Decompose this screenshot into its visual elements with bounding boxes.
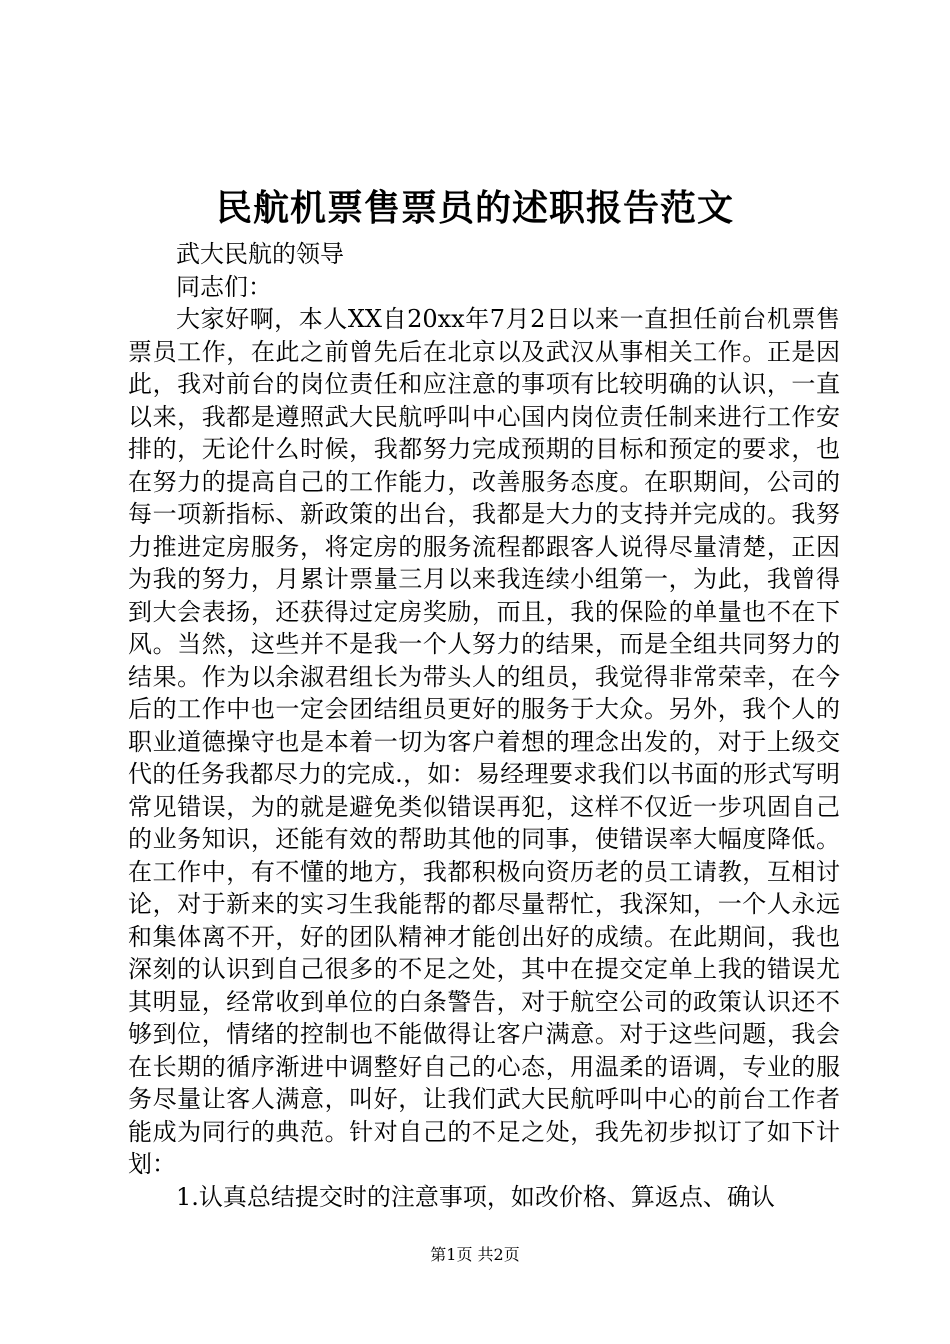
document-title: 民航机票售票员的述职报告范文 <box>215 187 734 229</box>
page-number-footer: 第1页 共2页 <box>430 1245 520 1264</box>
salutation-line-2: 同志们： <box>176 272 272 301</box>
body-paragraph-2: 1.认真总结提交时的注意事项，如改价格、算返点、确认 <box>176 1182 775 1211</box>
document-body <box>128 238 840 1213</box>
salutation-line-1: 武大民航的领导 <box>176 240 344 268</box>
body-paragraph-1: 大家好啊，本人XX自20xx年7月2日以来一直担任前台机票售票员工作，在此之前曾先后在北京以及武汉从事相关工作。正是因此，我对前台的岗位责任和应注意的事项有比较明确的认识，一直以来，我都是遵照武大民航呼叫中心国内岗位责任制来进行工作安排的，无论什么时候，我都努力完成预期的目标和预定的要求，也在努力的提高自己的工作能力，改善服务态度。在职期间，公司的每一项新指标、新政策的出台，我都是大力的支持并完成的。我努力推进定房服务，将定房的服务流程都跟客人说得尽量清楚，正因为我的努力，月累计票量三月以来我连续小组第一，为此，我曾得到大会表扬，还获得过定房奖励，而且，我的保险的单量也不在下风。当然，这些并不是我一个人努力的结果，而是全组共同努力的结果。作为以余淑君组长为带头人的组员，我觉得非常荣幸，在今后的工作中也一定会团结组员更好的服务于大众。另外，我个人的职业道德操守也是本着一切为客户着想的理念出发的，对于上级交代的任务我都尽力的完成.，如：易经理要求我们以书面的形式写明常见错误，为的就是避免类似错误再犯，这样不仅近一步巩固自己的业务知识，还能有效的帮助其他的同事，使错误率大幅度降低。在工作中，有不懂的地方，我都积极向资历老的员工请教，互相讨论，对于新来的实习生我能帮的都尽量帮忙，我深知，一个人永远和集体离不开，好的团队精神才能创出好的成绩。在此期间，我也深刻的认识到自己很多的不足之处，其中在提交定单上我的错误尤其明显，经常收到单位的白条警告，对于航空公司的政策认识还不够到位，情绪的控制也不能做得让客户满意。对于这些问题，我会在长期的循序渐进中调整好自己的心态，用温柔的语调，专业的服务尽量让客人满意，叫好，让我们武大民航呼叫中心的前台工作者能成为同行的典范。针对自己的不足之处，我先初步拟订了如下计划： <box>128 305 840 1178</box>
